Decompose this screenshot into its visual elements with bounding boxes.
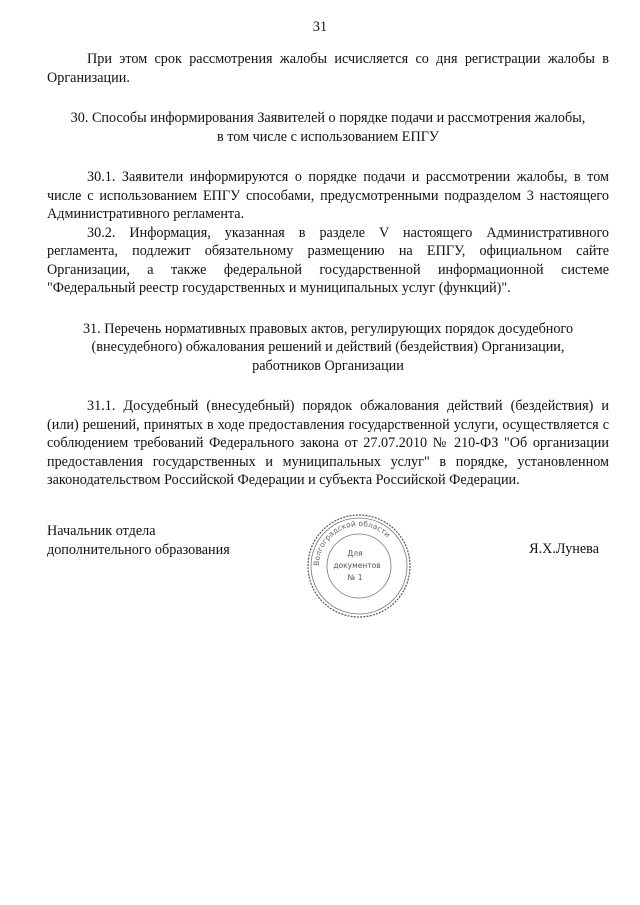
section-31-heading-line: 31. Перечень нормативных правовых актов, регулирующих порядок досудебного <box>82 320 574 337</box>
section-30-heading-line: 30. Способы информирования Заявителей о порядке подачи и рассмотрения жалобы, <box>70 110 586 126</box>
page-number: 31 <box>312 19 328 35</box>
section-31-heading <box>47 320 609 376</box>
paragraph-31-1: 31.1. Досудебный (внесудебный) порядок обжалования действий (бездействия) и (или) решений, принятых в ходе предоставления государственной услуги, осуществляется с соблюдением требований Федерального закона от 27.07.2010 № 210-ФЗ "Об организации предоставления государственных и муниципальных услуг" в порядке, установленном законодательством Российской Федерации и субъекта Российской Федерации. <box>47 398 609 488</box>
signature-block <box>47 518 609 622</box>
signatory-position <box>47 522 230 559</box>
stamp-center-line: документов <box>333 561 381 570</box>
paragraph-30-2: 30.2. Информация, указанная в разделе V настоящего Административного регламента, подлежит обязательному размещению на ЕПГУ, официальном сайте Организации, а также федеральной государственной информационной системе "Федеральный реестр государственных и муниципальных услуг (функций)". <box>47 224 609 296</box>
paragraph-complaint-term: При этом срок рассмотрения жалобы исчисляется со дня регистрации жалобы в Организации. <box>47 51 609 86</box>
section-30-heading <box>47 109 609 146</box>
stamp-ring-text: Волгоградской области <box>311 518 393 567</box>
stamp-center-line: Для <box>347 549 363 558</box>
document-body <box>47 50 609 490</box>
section-31-heading-line: (внесудебного) обжалования решений и действий (бездействия) Организации, <box>91 339 565 355</box>
section-31-heading-line: работников Организации <box>252 357 404 374</box>
signatory-position-line: Начальник отдела <box>47 523 156 539</box>
official-stamp <box>305 512 413 620</box>
section-30-heading-line: в том числе с использованием ЕПГУ <box>217 128 439 145</box>
signatory-position-line: дополнительного образования <box>47 541 230 558</box>
stamp-center-line: № 1 <box>347 573 363 582</box>
paragraph-30-1: 30.1. Заявители информируются о порядке подачи и рассмотрении жалобы, в том числе с использованием ЕПГУ способами, предусмотренными подразделом 3 настоящего Административного регламента. <box>47 169 609 222</box>
svg-text:Волгоградской области <box>312 519 392 566</box>
signatory-name: Я.Х.Лунева <box>529 541 599 557</box>
